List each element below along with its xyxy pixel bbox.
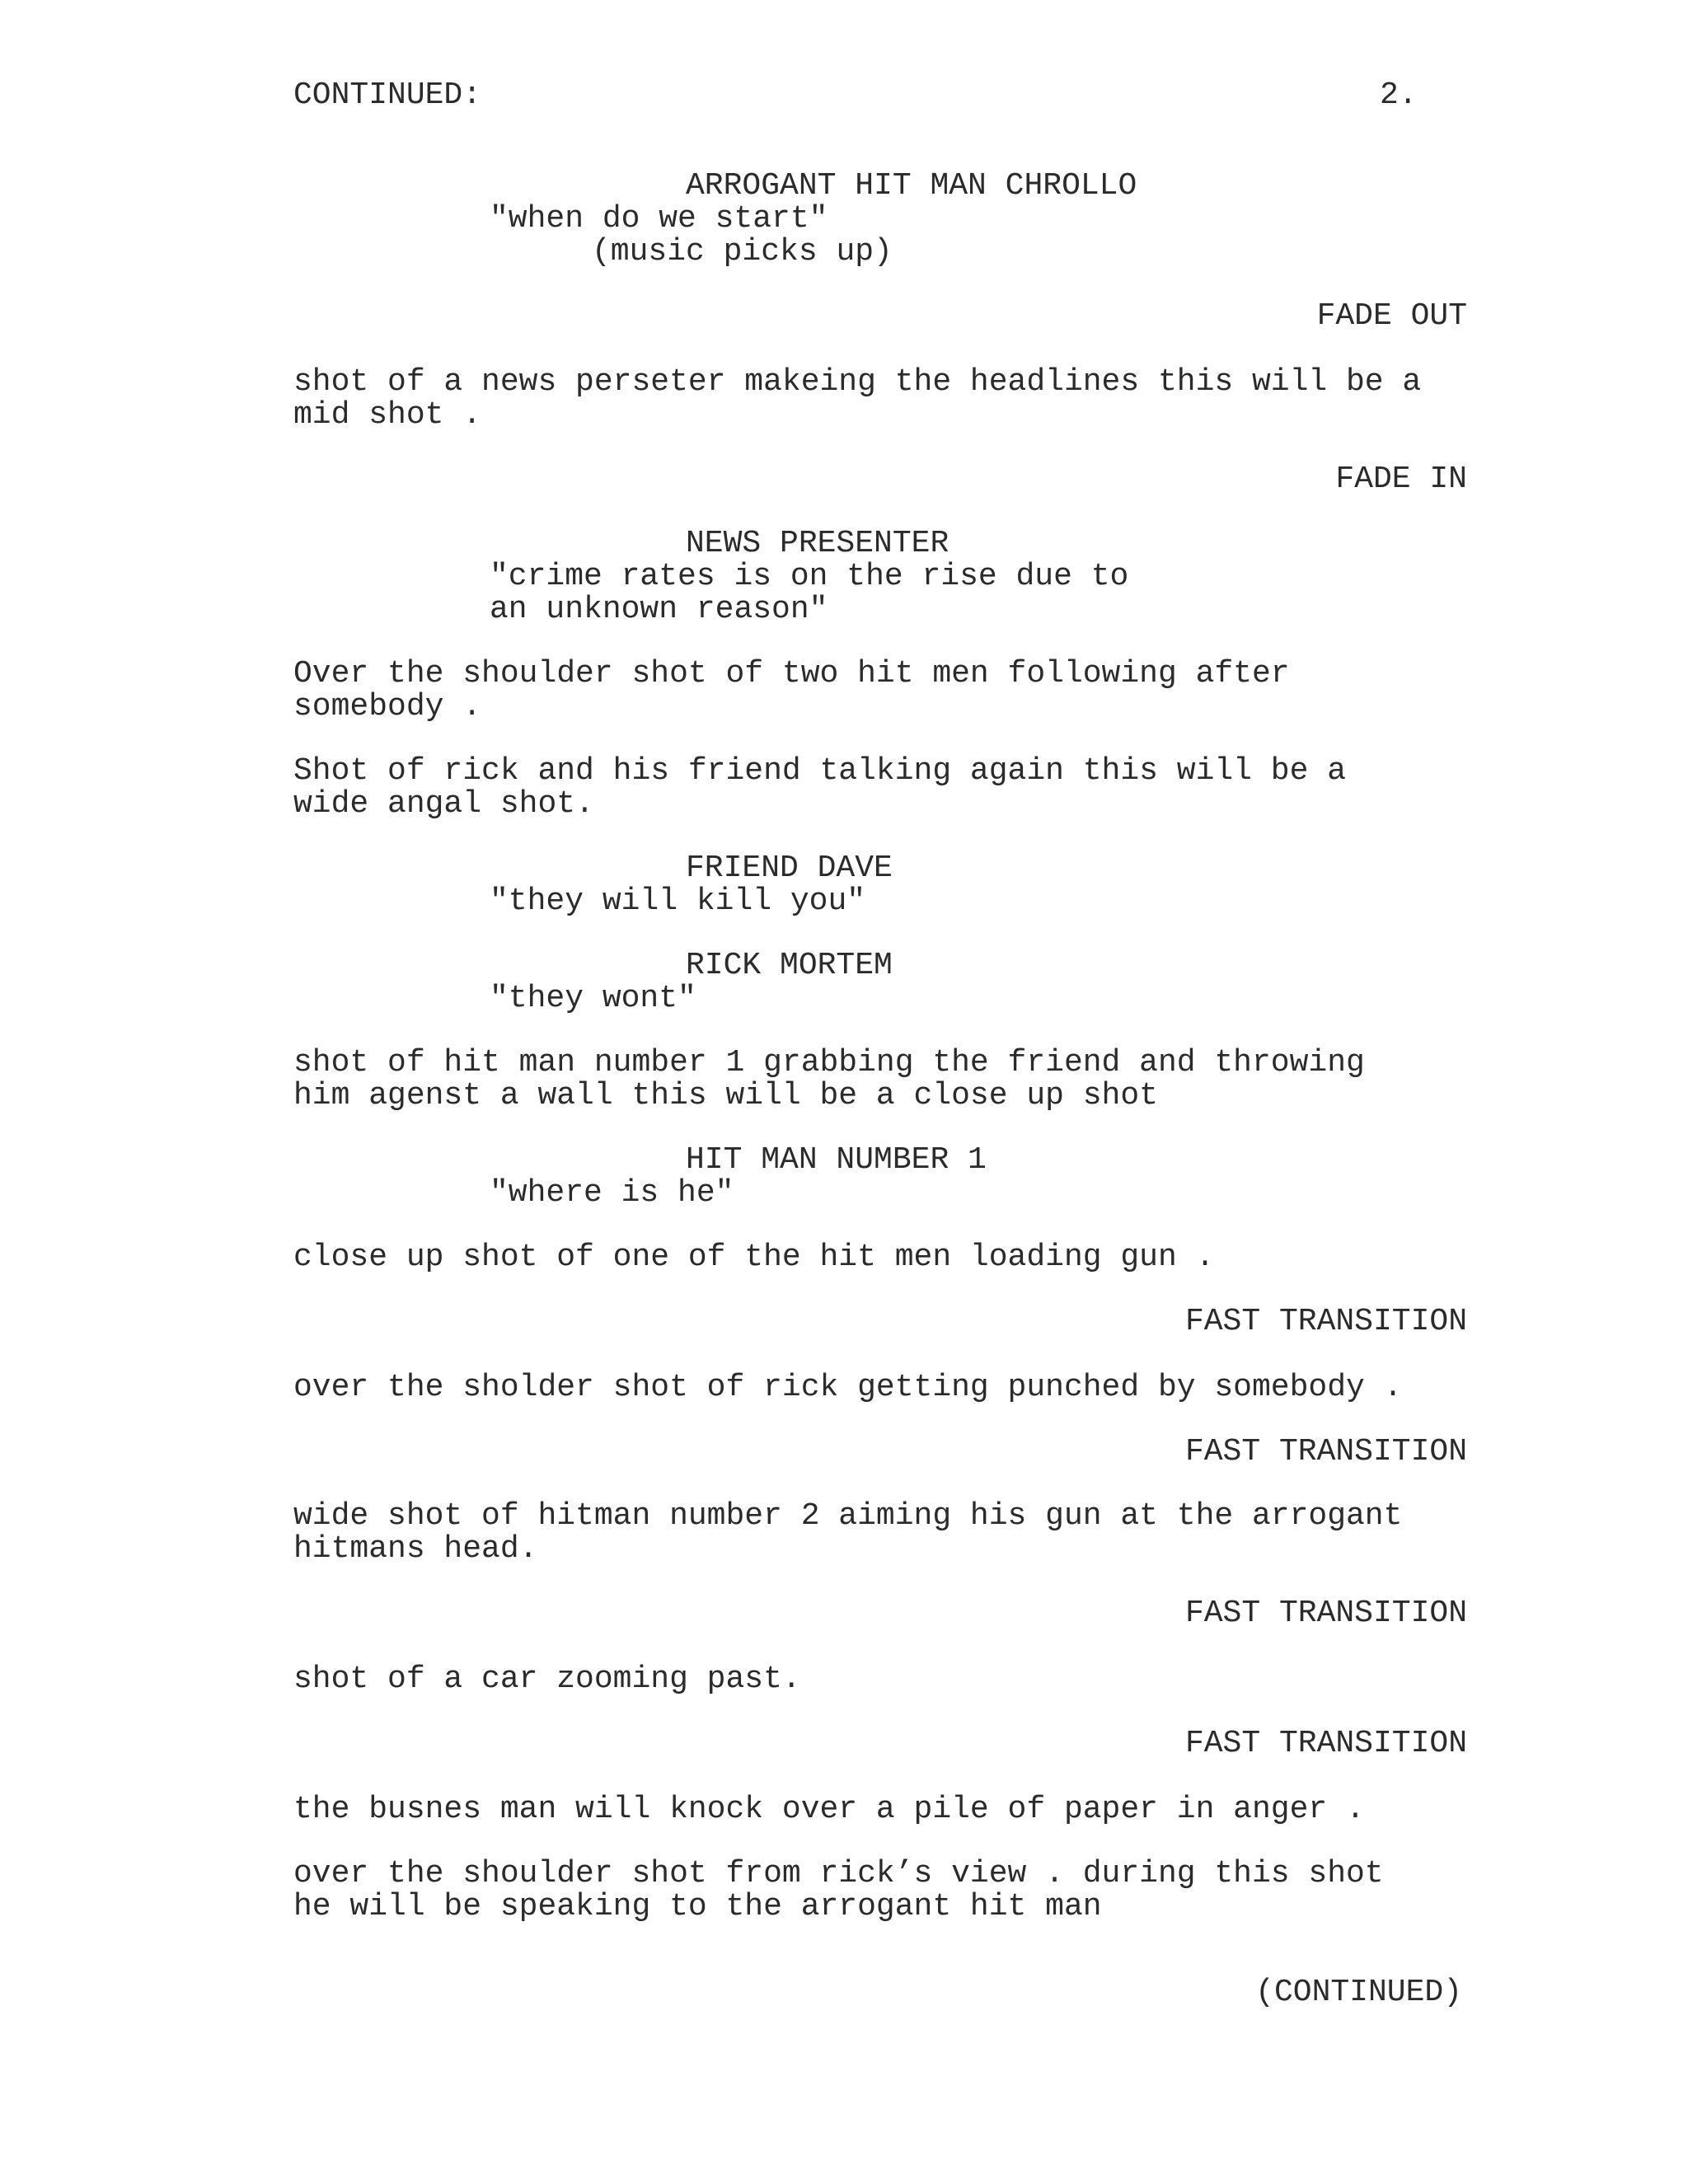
dialogue: "where is he": [490, 1175, 734, 1211]
footer-continued: (CONTINUED): [1255, 1975, 1462, 2010]
action-line: shot of hit man number 1 grabbing the friend and throwing him agenst a wall this will be a close up shot: [293, 1045, 1365, 1113]
transition: FAST TRANSITION: [1184, 1596, 1467, 1631]
character-cue: ARROGANT HIT MAN CHROLLO: [686, 168, 1137, 204]
page-number: 2.: [1380, 77, 1418, 113]
parenthetical: (music picks up): [592, 234, 893, 269]
transition: FADE OUT: [1316, 298, 1467, 334]
action-line: wide shot of hitman number 2 aiming his gun at the arrogant hitmans head.: [293, 1498, 1403, 1567]
character-cue: RICK MORTEM: [686, 948, 893, 983]
action-line: shot of a car zooming past.: [293, 1661, 801, 1697]
action-line: over the sholder shot of rick getting punched by somebody .: [293, 1370, 1403, 1405]
character-cue: HIT MAN NUMBER 1: [686, 1142, 987, 1178]
dialogue: "crime rates is on the rise due to an unknown reason": [490, 559, 1129, 627]
dialogue: "when do we start": [490, 201, 828, 237]
character-cue: FRIEND DAVE: [686, 851, 893, 886]
transition: FAST TRANSITION: [1184, 1304, 1467, 1339]
header-continued: CONTINUED:: [293, 77, 482, 113]
action-line: shot of a news perseter makeing the headlines this will be a mid shot .: [293, 364, 1422, 433]
transition: FAST TRANSITION: [1184, 1434, 1467, 1469]
dialogue: "they will kill you": [490, 883, 866, 919]
action-line: Shot of rick and his friend talking again this will be a wide angal shot.: [293, 753, 1347, 822]
action-line: the busnes man will knock over a pile of paper in anger .: [293, 1792, 1365, 1827]
transition: FADE IN: [1335, 462, 1467, 497]
action-line: Over the shoulder shot of two hit men following after somebody .: [293, 656, 1290, 724]
transition: FAST TRANSITION: [1184, 1726, 1467, 1761]
character-cue: NEWS PRESENTER: [686, 526, 950, 561]
dialogue: "they wont": [490, 981, 696, 1016]
action-line: close up shot of one of the hit men loading gun .: [293, 1240, 1215, 1275]
action-line: over the shoulder shot from rick’s view . during this shot he will be speaking to the arrogant hit man: [293, 1856, 1384, 1924]
